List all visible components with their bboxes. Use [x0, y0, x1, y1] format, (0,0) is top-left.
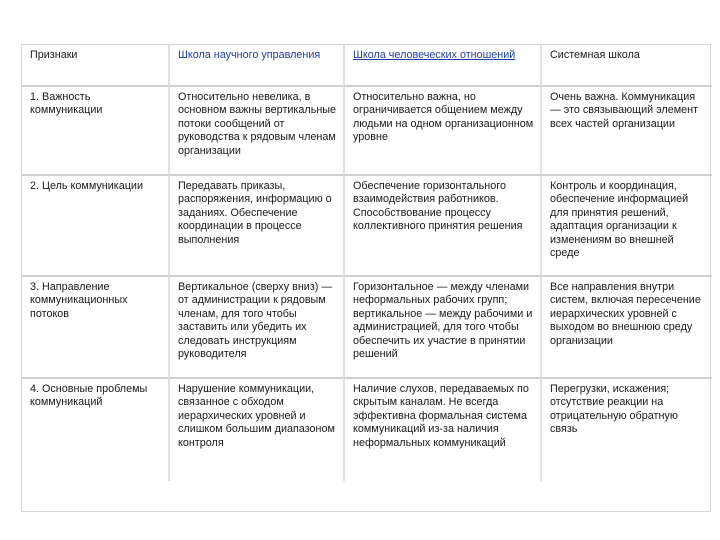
systems-cell: Очень важна. Коммуникация — это связывающий элемент всех частей организации	[540, 87, 712, 176]
systems-cell: Перегрузки, искажения; отсутствие реакции на отрицательную обратную связь	[540, 379, 712, 481]
row-feature-cell: 2. Цель коммуникации	[22, 176, 168, 277]
comparison-sheet	[21, 44, 711, 512]
comparison-table	[22, 45, 712, 481]
row-feature-cell: 4. Основные проблемы коммуникаций	[30, 383, 148, 409]
scientific-cell: Относительно невелика, в основном важны вертикальные потоки сообщений от руководства к рядовым членам организации	[168, 87, 343, 176]
row-feature-cell: 3. Направление коммуникационных потоков	[22, 277, 168, 379]
header-systems-school: Системная школа	[540, 45, 712, 87]
human-relations-cell: Обеспечение горизонтального взаимодействия работников. Способствование процессу коллективного принятия решения	[343, 176, 540, 277]
systems-cell: Все направления внутри систем, включая пересечение иерархических уровней с выходом во внешнюю среду организации	[540, 277, 712, 379]
systems-cell: Контроль и координация, обеспечение информацией для принятия решений, адаптация организации к изменениям во внешней среде	[540, 176, 712, 277]
human-relations-cell: Наличие слухов, передаваемых по скрытым каналам. Не всегда эффективна формальная система коммуникаций из-за наличия неформальных коммуникаций	[343, 379, 540, 481]
table-row	[22, 176, 712, 277]
table-row	[22, 87, 712, 176]
table-header-row	[22, 45, 712, 87]
header-scientific-management: Школа научного управления	[168, 45, 343, 87]
table-row	[22, 379, 712, 481]
scientific-cell: Нарушение коммуникации, связанное с обходом иерархических уровней и слишком большим диапазоном контроля	[168, 379, 343, 481]
scientific-cell: Вертикальное (сверху вниз) — от администрации к рядовым членам, для того чтобы заставить или убедить их следовать инструкциям руководителя	[168, 277, 343, 379]
row-feature-cell: 1. Важность коммуникации	[22, 87, 168, 176]
table-row	[22, 277, 712, 379]
header-features: Признаки	[22, 45, 168, 87]
human-relations-cell: Относительно важна, но ограничивается общением между людьми на одном организационном уровне	[343, 87, 540, 176]
human-relations-cell: Горизонтальное — между членами неформальных рабочих групп; вертикальное — между рабочими и администрацией, для того чтобы обеспечить их участие в принятии решений	[343, 277, 540, 379]
scientific-cell: Передавать приказы, распоряжения, информацию о заданиях. Обеспечение координации в процессе выполнения	[168, 176, 343, 277]
header-human-relations-link[interactable]: Школа человеческих отношений	[343, 45, 540, 87]
